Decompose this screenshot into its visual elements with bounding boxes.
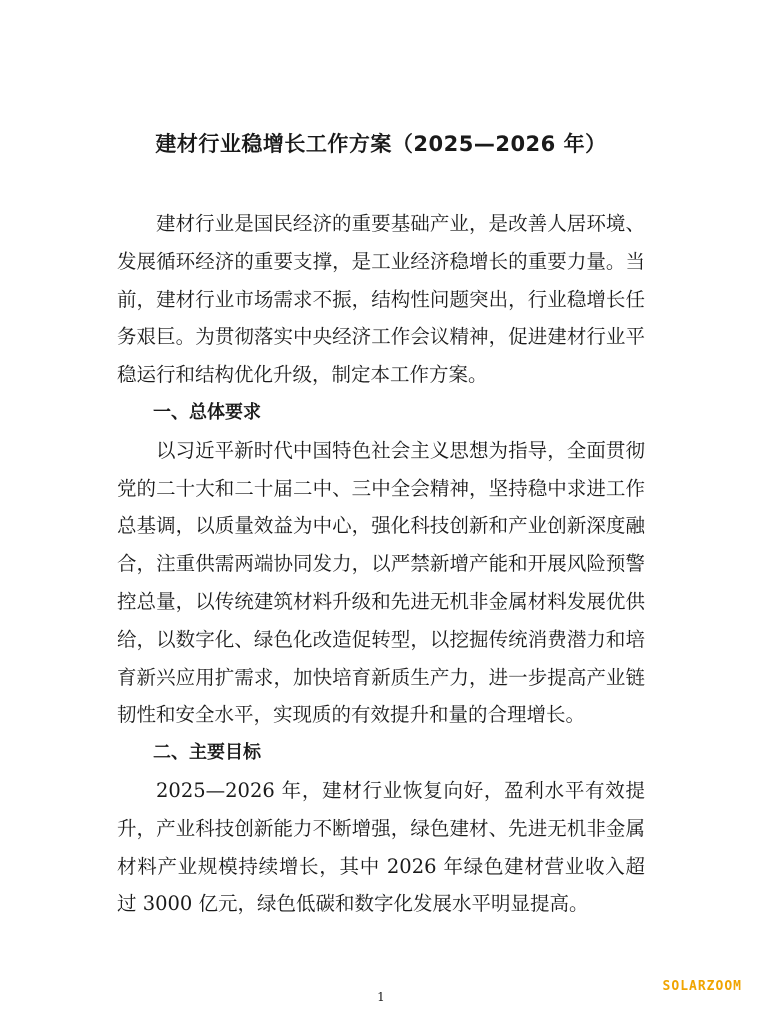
section-heading-general-requirements: 一、总体要求 bbox=[153, 401, 261, 423]
intro-paragraph: 建材行业是国民经济的重要基础产业，是改善人居环境、发展循环经济的重要支撑，是工业经济稳增长的重要力量。当前，建材行业市场需求不振，结构性问题突出，行业稳增长任务艰巨。为贯彻落实中央经济工作会议精神，促进建材行业平稳运行和结构优化升级，制定本工作方案。 bbox=[117, 212, 645, 387]
document-title: 建材行业稳增长工作方案（2025—2026 年） bbox=[155, 132, 607, 156]
main-goals-paragraph: 2025—2026 年，建材行业恢复向好，盈利水平有效提升，产业科技创新能力不断增强，绿色建材、先进无机非金属材料产业规模持续增长，其中 2026 年绿色建材营业收入超过 3000 亿元，绿色低碳和数字化发展水平明显提高。 bbox=[117, 778, 645, 916]
section-heading-main-goals: 二、主要目标 bbox=[153, 742, 261, 764]
solarzoom-watermark: SOLARZOOM bbox=[662, 979, 742, 994]
document-body bbox=[117, 205, 645, 923]
page-number: 1 bbox=[377, 990, 385, 1004]
general-requirements-paragraph: 以习近平新时代中国特色社会主义思想为指导，全面贯彻党的二十大和二十届二中、三中全会精神，坚持稳中求进工作总基调，以质量效益为中心，强化科技创新和产业创新深度融合，注重供需两端协同发力，以严禁新增产能和开展风险预警控总量，以传统建筑材料升级和先进无机非金属材料发展优供给，以数字化、绿色化改造促转型，以挖掘传统消费潜力和培育新兴应用扩需求，加快培育新质生产力，进一步提高产业链韧性和安全水平，实现质的有效提升和量的合理增长。 bbox=[117, 438, 645, 727]
